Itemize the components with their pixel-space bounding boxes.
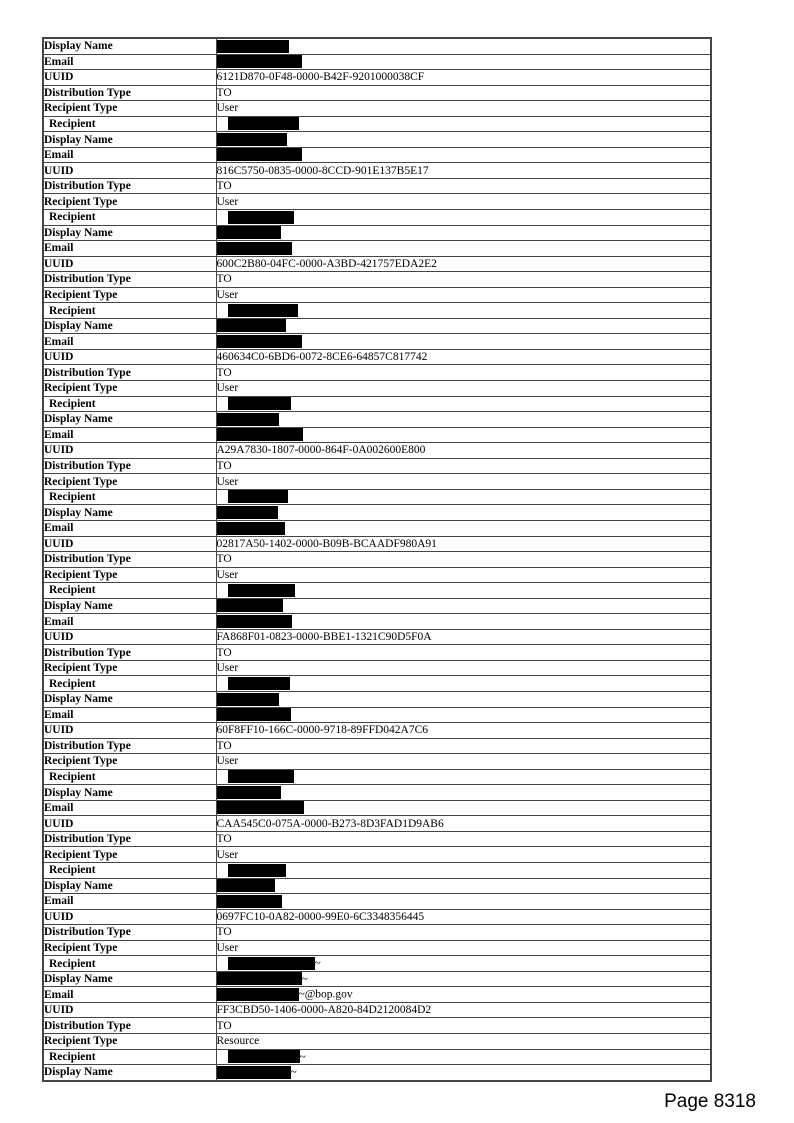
field-value-cell [216, 536, 711, 552]
field-value: TO [216, 273, 232, 286]
redaction-bar [228, 584, 295, 597]
redaction-bar [217, 148, 302, 161]
redaction-suffix: ~ [290, 1066, 297, 1079]
field-value-cell [216, 163, 711, 179]
field-value: User [216, 755, 239, 768]
field-value-cell [216, 396, 711, 412]
table-row [43, 956, 711, 972]
field-value: TO [216, 833, 232, 846]
field-value: User [216, 475, 239, 488]
table-row [43, 505, 711, 521]
field-value: User [216, 848, 239, 861]
redaction-bar [217, 1066, 291, 1079]
recipient-table [42, 37, 712, 1082]
table-row [43, 878, 711, 894]
table-row [43, 676, 711, 692]
field-label: Display Name [43, 505, 216, 521]
field-value-cell [216, 178, 711, 194]
field-value-cell [216, 785, 711, 801]
redaction-bar [217, 413, 279, 426]
field-label: Recipient Type [43, 567, 216, 583]
table-row [43, 178, 711, 194]
redaction-bar [228, 211, 294, 224]
table-row [43, 443, 711, 459]
field-label: UUID [43, 163, 216, 179]
table-row [43, 894, 711, 910]
table-row [43, 1065, 711, 1081]
field-value-cell [216, 194, 711, 210]
table-row [43, 1002, 711, 1018]
field-value-cell [216, 629, 711, 645]
field-value-cell [216, 754, 711, 770]
table-row [43, 412, 711, 428]
field-value-cell [216, 412, 711, 428]
field-label: Email [43, 707, 216, 723]
field-value-cell [216, 474, 711, 490]
table-row [43, 85, 711, 101]
field-value: TO [216, 86, 232, 99]
table-row [43, 318, 711, 334]
field-label: Display Name [43, 785, 216, 801]
table-row [43, 940, 711, 956]
field-label: Display Name [43, 318, 216, 334]
field-value-cell [216, 552, 711, 568]
table-row [43, 381, 711, 397]
field-value: User [216, 195, 239, 208]
field-value-cell [216, 287, 711, 303]
redaction-bar [217, 428, 303, 441]
table-row [43, 287, 711, 303]
field-label: Distribution Type [43, 738, 216, 754]
table-row [43, 645, 711, 661]
field-label: Recipient Type [43, 754, 216, 770]
field-label: Recipient [43, 489, 216, 505]
field-label: Recipient Type [43, 287, 216, 303]
field-label: Display Name [43, 598, 216, 614]
field-label: Display Name [43, 878, 216, 894]
table-row [43, 1018, 711, 1034]
field-label: Distribution Type [43, 1018, 216, 1034]
field-label: Display Name [43, 132, 216, 148]
redaction-bar [217, 55, 302, 68]
field-value-cell [216, 505, 711, 521]
field-value-cell [216, 987, 711, 1003]
table-row [43, 427, 711, 443]
table-row [43, 116, 711, 132]
field-value-cell [216, 723, 711, 739]
field-value: TO [216, 926, 232, 939]
field-label: Recipient Type [43, 847, 216, 863]
redaction-bar [217, 972, 302, 985]
field-value-cell [216, 101, 711, 117]
field-value-cell [216, 614, 711, 630]
table-row [43, 691, 711, 707]
table-row [43, 194, 711, 210]
field-label: Distribution Type [43, 272, 216, 288]
field-value-cell [216, 334, 711, 350]
table-row [43, 489, 711, 505]
field-value: Resource [216, 1035, 260, 1048]
table-row [43, 800, 711, 816]
table-row [43, 723, 711, 739]
field-value-cell [216, 1002, 711, 1018]
table-row [43, 862, 711, 878]
field-value-cell [216, 691, 711, 707]
table-row [43, 536, 711, 552]
table-row [43, 754, 711, 770]
table-row [43, 629, 711, 645]
table-row [43, 769, 711, 785]
field-label: Recipient Type [43, 1034, 216, 1050]
table-row [43, 909, 711, 925]
table-row [43, 334, 711, 350]
table-row [43, 70, 711, 86]
redaction-bar [228, 770, 294, 783]
table-row [43, 660, 711, 676]
field-value: User [216, 289, 239, 302]
field-value: User [216, 941, 239, 954]
field-value-cell [216, 583, 711, 599]
field-label: Distribution Type [43, 365, 216, 381]
redaction-bar [228, 490, 288, 503]
field-label: Distribution Type [43, 85, 216, 101]
field-value-cell [216, 1018, 711, 1034]
field-label: Display Name [43, 691, 216, 707]
field-label: Email [43, 241, 216, 257]
field-label: Email [43, 987, 216, 1003]
redaction-bar [228, 304, 298, 317]
field-value: User [216, 568, 239, 581]
table-row [43, 225, 711, 241]
field-label: Display Name [43, 225, 216, 241]
redaction-bar [217, 895, 282, 908]
field-label: Recipient [43, 303, 216, 319]
field-value: A29A7830-1807-0000-864F-0A002600E800 [216, 444, 426, 457]
redaction-bar [217, 319, 286, 332]
field-value: FF3CBD50-1406-0000-A820-84D2120084D2 [216, 1004, 432, 1017]
field-value-cell [216, 520, 711, 536]
field-value-cell [216, 272, 711, 288]
table-row [43, 132, 711, 148]
field-value-cell [216, 458, 711, 474]
redaction-bar [228, 957, 315, 970]
field-label: Recipient Type [43, 194, 216, 210]
field-label: Recipient [43, 1049, 216, 1065]
field-label: UUID [43, 349, 216, 365]
field-label: Email [43, 614, 216, 630]
redaction-bar [217, 226, 281, 239]
table-row [43, 925, 711, 941]
table-row [43, 474, 711, 490]
field-value-cell [216, 256, 711, 272]
field-label: Email [43, 147, 216, 163]
field-label: Distribution Type [43, 645, 216, 661]
field-value-cell [216, 147, 711, 163]
table-row [43, 54, 711, 70]
field-label: Recipient [43, 676, 216, 692]
table-row [43, 707, 711, 723]
redaction-suffix: ~@bop.gov [298, 988, 353, 1001]
redaction-bar [228, 117, 299, 130]
table-row [43, 272, 711, 288]
field-label: UUID [43, 723, 216, 739]
field-label: Email [43, 800, 216, 816]
redaction-bar [217, 506, 278, 519]
table-row [43, 1049, 711, 1065]
field-value-cell [216, 769, 711, 785]
field-value-cell [216, 738, 711, 754]
redaction-bar [217, 801, 304, 814]
field-label: Email [43, 334, 216, 350]
redaction-bar [217, 133, 287, 146]
field-value-cell [216, 971, 711, 987]
field-value-cell [216, 816, 711, 832]
field-label: Email [43, 427, 216, 443]
field-label: Recipient Type [43, 474, 216, 490]
table-row [43, 785, 711, 801]
field-label: UUID [43, 443, 216, 459]
field-label: Recipient Type [43, 101, 216, 117]
redaction-bar [217, 599, 283, 612]
field-value: User [216, 662, 239, 675]
field-value-cell [216, 1065, 711, 1081]
table-row [43, 396, 711, 412]
table-row [43, 147, 711, 163]
redaction-bar [217, 522, 285, 535]
field-label: Display Name [43, 38, 216, 54]
field-label: Email [43, 54, 216, 70]
recipient-table-body [43, 38, 711, 1081]
field-value: TO [216, 646, 232, 659]
field-label: Recipient [43, 956, 216, 972]
field-value: 6121D870-0F48-0000-B42F-9201000038CF [216, 71, 425, 84]
field-value-cell [216, 443, 711, 459]
table-row [43, 241, 711, 257]
field-value-cell [216, 831, 711, 847]
field-value: User [216, 102, 239, 115]
field-label: Recipient [43, 396, 216, 412]
field-label: Email [43, 894, 216, 910]
field-label: Recipient Type [43, 381, 216, 397]
field-value: User [216, 382, 239, 395]
table-row [43, 598, 711, 614]
field-value-cell [216, 707, 711, 723]
field-label: UUID [43, 1002, 216, 1018]
field-label: Email [43, 520, 216, 536]
page-number: Page 8318 [664, 1091, 756, 1112]
field-value-cell [216, 38, 711, 54]
field-value: TO [216, 460, 232, 473]
table-row [43, 552, 711, 568]
field-label: Display Name [43, 1065, 216, 1081]
field-value-cell [216, 878, 711, 894]
field-value-cell [216, 365, 711, 381]
field-label: Recipient [43, 583, 216, 599]
field-value-cell [216, 940, 711, 956]
field-value: 460634C0-6BD6-0072-8CE6-64857C817742 [216, 351, 428, 364]
redaction-suffix: ~ [314, 957, 321, 970]
redaction-bar [228, 864, 286, 877]
field-value: 816C5750-0835-0000-8CCD-901E137B5E17 [216, 164, 429, 177]
field-value-cell [216, 1034, 711, 1050]
table-row [43, 256, 711, 272]
field-label: Recipient Type [43, 940, 216, 956]
field-value-cell [216, 676, 711, 692]
field-value-cell [216, 567, 711, 583]
field-value-cell [216, 660, 711, 676]
table-row [43, 38, 711, 54]
table-row [43, 365, 711, 381]
redaction-bar [217, 335, 302, 348]
field-value-cell [216, 489, 711, 505]
redaction-bar [228, 677, 290, 690]
field-value-cell [216, 210, 711, 226]
table-row [43, 738, 711, 754]
table-row [43, 303, 711, 319]
redaction-bar [228, 397, 291, 410]
field-value-cell [216, 956, 711, 972]
table-row [43, 458, 711, 474]
field-value-cell [216, 645, 711, 661]
redaction-suffix: ~ [301, 973, 308, 986]
field-value: TO [216, 553, 232, 566]
field-value-cell [216, 85, 711, 101]
field-label: UUID [43, 256, 216, 272]
field-value-cell [216, 70, 711, 86]
field-label: Distribution Type [43, 458, 216, 474]
table-row [43, 520, 711, 536]
field-value-cell [216, 116, 711, 132]
field-value-cell [216, 54, 711, 70]
field-value-cell [216, 862, 711, 878]
field-value: 60F8FF10-166C-0000-9718-89FFD042A7C6 [216, 724, 428, 737]
field-value: 02817A50-1402-0000-B09B-BCAADF980A91 [216, 537, 437, 550]
table-row [43, 583, 711, 599]
redaction-bar [217, 879, 275, 892]
redaction-bar [217, 693, 279, 706]
field-label: UUID [43, 909, 216, 925]
field-value-cell [216, 598, 711, 614]
field-value-cell [216, 1049, 711, 1065]
field-value-cell [216, 847, 711, 863]
field-value-cell [216, 241, 711, 257]
field-value-cell [216, 925, 711, 941]
field-value-cell [216, 909, 711, 925]
field-value-cell [216, 132, 711, 148]
table-row [43, 816, 711, 832]
redaction-bar [217, 786, 281, 799]
redaction-bar [217, 615, 292, 628]
field-label: Distribution Type [43, 831, 216, 847]
field-label: Recipient [43, 862, 216, 878]
field-label: UUID [43, 70, 216, 86]
field-label: Display Name [43, 971, 216, 987]
field-value-cell [216, 303, 711, 319]
redaction-suffix: ~ [299, 1051, 306, 1063]
field-value: 0697FC10-0A82-0000-99E0-6C3348356445 [216, 910, 425, 923]
field-label: Display Name [43, 412, 216, 428]
table-row [43, 847, 711, 863]
table-row [43, 349, 711, 365]
table-row [43, 831, 711, 847]
field-value-cell [216, 349, 711, 365]
field-value-cell [216, 225, 711, 241]
field-label: UUID [43, 629, 216, 645]
table-row [43, 210, 711, 226]
field-label: Recipient Type [43, 660, 216, 676]
table-row [43, 101, 711, 117]
redaction-bar [217, 708, 291, 721]
table-row [43, 163, 711, 179]
table-row [43, 971, 711, 987]
field-value-cell [216, 800, 711, 816]
field-value: FA868F01-0823-0000-BBE1-1321C90D5F0A [216, 631, 432, 644]
field-label: Recipient [43, 769, 216, 785]
redaction-bar [217, 988, 299, 1001]
field-value: CAA545C0-075A-0000-B273-8D3FAD1D9AB6 [216, 817, 444, 830]
table-row [43, 1034, 711, 1050]
field-value: TO [216, 739, 232, 752]
field-value: TO [216, 180, 232, 193]
table-row [43, 614, 711, 630]
field-label: Recipient [43, 116, 216, 132]
field-value: TO [216, 1019, 232, 1032]
redaction-bar [228, 1050, 300, 1063]
redaction-bar [217, 40, 289, 53]
field-value: TO [216, 366, 232, 379]
field-label: Recipient [43, 210, 216, 226]
field-label: UUID [43, 536, 216, 552]
field-value-cell [216, 318, 711, 334]
field-label: Distribution Type [43, 178, 216, 194]
field-value: 600C2B80-04FC-0000-A3BD-421757EDA2E2 [216, 257, 437, 270]
field-value-cell [216, 894, 711, 910]
redaction-bar [217, 242, 292, 255]
field-label: Distribution Type [43, 552, 216, 568]
table-row [43, 987, 711, 1003]
field-label: Distribution Type [43, 925, 216, 941]
field-label: UUID [43, 816, 216, 832]
field-value-cell [216, 427, 711, 443]
field-value-cell [216, 381, 711, 397]
table-row [43, 567, 711, 583]
